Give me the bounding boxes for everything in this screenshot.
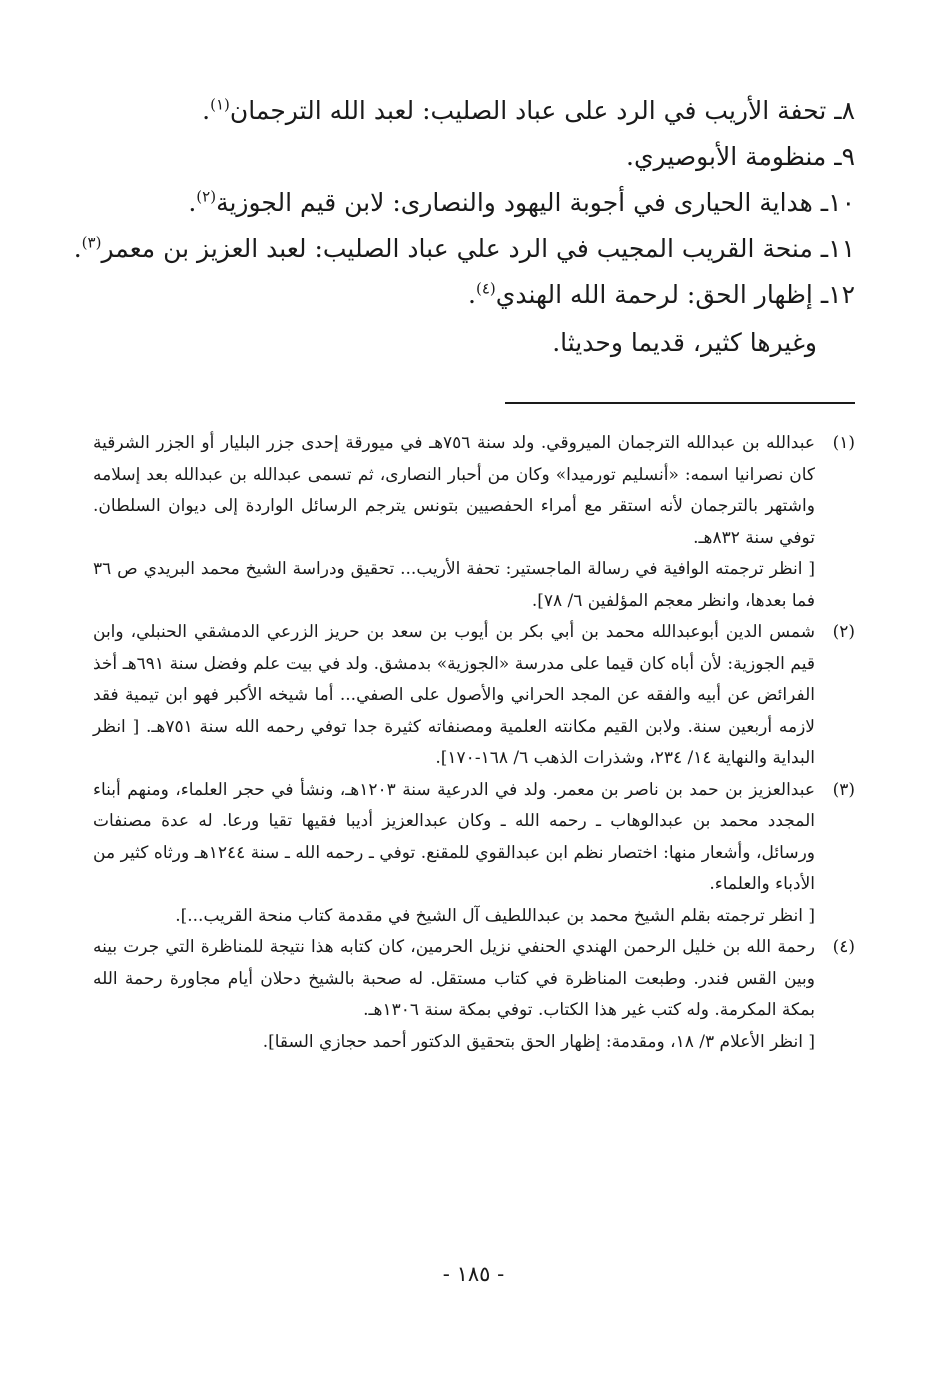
list-item-end: . — [468, 280, 476, 309]
footnote — [93, 775, 855, 933]
list-item — [95, 180, 855, 226]
footnote — [93, 932, 855, 1058]
footnote — [93, 617, 855, 775]
footnote-marker: (٣) — [81, 233, 102, 252]
footnote-text: عبدالعزيز بن حمد بن ناصر بن معمر. ولد في الدرعية سنة ١٢٠٣هـ، ونشأ في حجر العلماء، ومنهم أبناء المجدد محمد بن عبدالوهاب ـ رحمه الله ـ وكان عبدالعزيز أديبا فقيها تقيا ورعا. له عدة مصنفات ورسائل، وأشعار منها: اختصار نظم ابن عبدالقوي للمقنع. توفي ـ رحمه الله ـ سنة ١٢٤٤هـ ورثاه كثير من الأدباء والعلماء. — [93, 779, 815, 894]
footnote-reference: [ انظر ترجمته بقلم الشيخ محمد بن عبداللطيف آل الشيخ في مقدمة كتاب منحة القريب...]. — [175, 905, 815, 926]
list-item — [95, 88, 855, 134]
footnote-number: (٢) — [832, 622, 855, 642]
book-list — [73, 88, 855, 366]
footnote-number: (٤) — [832, 937, 855, 957]
list-item-end: . — [188, 188, 197, 217]
footnote-marker: (٤) — [475, 279, 496, 298]
footnote-body — [93, 428, 815, 617]
footnote-separator — [505, 402, 855, 404]
page-number: - ١٨٥ - — [442, 1262, 505, 1286]
footnote-body — [93, 775, 815, 933]
footnote-marker: (١) — [210, 95, 230, 114]
list-item-end: . — [202, 96, 211, 125]
footnote-text: رحمة الله بن خليل الرحمن الهندي الحنفي نزيل الحرمين، كان كتابه هذا نتيجة للمناظرة التي جرت بينه وبين القس فندر. وطبعت المناظرة في كتاب مستقل. له صحبة بالشيخ دحلان أيام مجاورة رحمة الله بمكة المكرمة. وله كتب غير هذا الكتاب. توفي بمكة سنة ١٣٠٦هـ. — [93, 937, 815, 1020]
footnote-text: عبدالله بن عبدالله الترجمان الميروقي. ولد سنة ٧٥٦هـ في ميورقة إحدى جزر البليار أو الجزر الشرقية كان نصرانيا اسمه: «أنسليم تورميدا» وكان من أحبار النصارى، ثم تسمى عبدالله بن عبدالله بعد إسلامه واشتهر بالترجمان لأنه استقر مع أمراء الحفصيين بتونس يترجم الرسائل الواردة إلى ديوان السلطان. توفي سنة ٨٣٢هـ. — [93, 433, 815, 548]
footnote-reference: [ انظر الأعلام ٣/ ١٨، ومقدمة: إظهار الحق بتحقيق الدكتور أحمد حجازي السقا]. — [262, 1031, 815, 1052]
footnote-body — [93, 932, 815, 1058]
list-item — [95, 272, 855, 318]
footnote-marker: (٢) — [196, 187, 217, 206]
footnote-text: شمس الدين أبوعبدالله محمد بن أبي بكر بن أيوب بن سعد بن حريز الزرعي الدمشقي الحنبلي، وابن قيم الجوزية: لأن أباه كان قيما على مدرسة «الجوزية» بدمشق. ولد في بيت علم وفضل سنة ٦٩١هـ أخذ الفرائض عن أبيه والفقه عن المجد الحراني والأصول على الصفي... أما شيخه الأكبر فهو ابن تيمية فقد لازمه أربعين سنة. ولابن القيم مكانته العلمية ومصنفاته كثيرة جدا توفي رحمه الله سنة ٧٥١هـ. [ انظر البداية والنهاية ١٤/ ٢٣٤، وشذرات الذهب ٦/ ١٦٨-١٧٠]. — [93, 622, 816, 768]
list-item — [95, 134, 855, 180]
footnote-body — [93, 617, 815, 775]
footnotes — [93, 428, 855, 1058]
list-item-text: ١٠ـ هداية الحيارى في أجوبة اليهود والنصارى: لابن قيم الجوزية — [216, 188, 855, 217]
list-item-text: ١٢ـ إظهار الحق: لرحمة الله الهندي — [495, 280, 855, 309]
list-item-text: ٨ـ تحفة الأريب في الرد على عباد الصليب: لعبد الله الترجمان — [229, 96, 855, 125]
closing-line: وغيرها كثير، قديما وحديثا. — [552, 328, 817, 357]
footnote — [93, 428, 855, 617]
list-item-text: ٩ـ منظومة الأبوصيري. — [626, 142, 855, 171]
list-item-text: ١١ـ منحة القريب المجيب في الرد علي عباد الصليب: لعبد العزيز بن معمر — [101, 234, 855, 263]
footnote-number: (١) — [832, 433, 855, 453]
list-item-end: . — [73, 234, 82, 263]
footnote-reference: [ انظر ترجمته الوافية في رسالة الماجستير: تحفة الأريب... تحقيق ودراسة الشيخ محمد البريدي ص ٣٦ فما بعدها، وانظر معجم المؤلفين ٦/ ٧٨]. — [93, 559, 815, 611]
footnote-number: (٣) — [832, 779, 855, 800]
list-item — [73, 226, 855, 272]
